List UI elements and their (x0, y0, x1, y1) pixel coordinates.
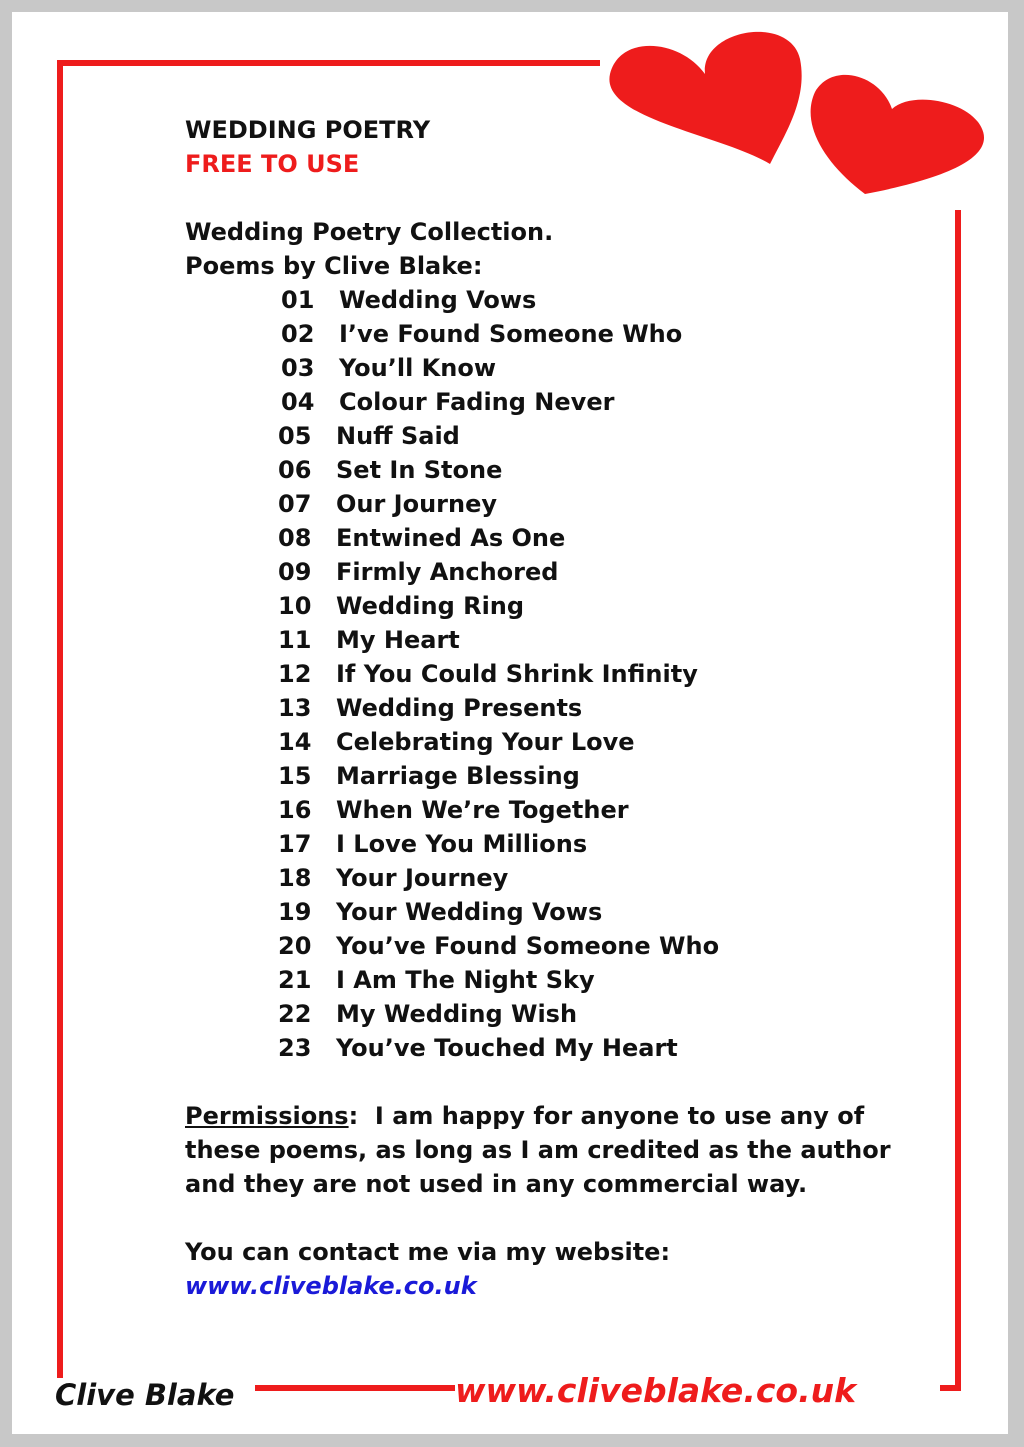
poem-number: 21 (278, 966, 312, 994)
poem-number: 20 (278, 932, 312, 960)
poem-list-item (185, 589, 905, 623)
footer-website-url[interactable]: www.cliveblake.co.uk (455, 1371, 857, 1410)
poem-number: 14 (278, 728, 312, 756)
poem-title: Wedding Vows (339, 286, 537, 314)
poem-title: Colour Fading Never (339, 388, 615, 416)
poem-title: Your Wedding Vows (336, 898, 603, 926)
poem-list-item (185, 725, 905, 759)
poem-list-item (185, 419, 905, 453)
poem-title: Our Journey (336, 490, 498, 518)
poem-number: 23 (278, 1034, 312, 1062)
poem-list-item (185, 657, 905, 691)
poem-list-item (185, 793, 905, 827)
poem-title: You’ve Found Someone Who (336, 932, 720, 960)
poem-list-item (185, 759, 905, 793)
poem-title: I Love You Millions (336, 830, 588, 858)
poem-number: 10 (278, 592, 312, 620)
permissions-separator: : (348, 1102, 359, 1130)
poem-title: Marriage Blessing (336, 762, 580, 790)
poem-title: Nuff Said (336, 422, 460, 450)
poem-list-item (185, 895, 905, 929)
permissions-label: Permissions (185, 1102, 349, 1130)
poem-title: My Heart (336, 626, 460, 654)
poem-number: 04 (281, 388, 315, 416)
permissions-text: I am happy for anyone to use any of these poems, as long as I am credited as the author and they are not used in any commercial way. (185, 1102, 891, 1198)
poem-list-item (185, 861, 905, 895)
poem-list-item (185, 691, 905, 725)
poem-title: My Wedding Wish (336, 1000, 578, 1028)
page-subtitle: FREE TO USE (185, 150, 360, 178)
poem-list-item (185, 317, 905, 351)
poem-number: 02 (281, 320, 315, 348)
contact-text: You can contact me via my website: (185, 1238, 671, 1266)
poem-list-item (185, 827, 905, 861)
poem-number: 13 (278, 694, 312, 722)
poem-number: 16 (278, 796, 312, 824)
poem-number: 09 (278, 558, 312, 586)
poem-number: 06 (278, 456, 312, 484)
poem-title: I’ve Found Someone Who (339, 320, 683, 348)
poem-title: When We’re Together (336, 796, 629, 824)
poem-number: 19 (278, 898, 312, 926)
poem-number: 17 (278, 830, 312, 858)
poem-title: You’ve Touched My Heart (336, 1034, 678, 1062)
poem-list-item (185, 385, 905, 419)
footer-author-name: Clive Blake (55, 1378, 235, 1412)
poem-number: 05 (278, 422, 312, 450)
poem-list-item (185, 521, 905, 555)
poem-number: 08 (278, 524, 312, 552)
poem-list-item (185, 623, 905, 657)
poem-list-item (185, 283, 905, 317)
poem-title: Set In Stone (336, 456, 503, 484)
poem-number: 01 (281, 286, 315, 314)
website-link[interactable]: www.cliveblake.co.uk (185, 1272, 477, 1300)
page-title: WEDDING POETRY (185, 116, 431, 144)
poem-number: 15 (278, 762, 312, 790)
frame-bottom-line (255, 1385, 455, 1391)
poem-title: Celebrating Your Love (336, 728, 635, 756)
poem-list-item (185, 1031, 905, 1065)
poem-number: 12 (278, 660, 312, 688)
poem-title: If You Could Shrink Infinity (336, 660, 698, 688)
poem-title: I Am The Night Sky (336, 966, 595, 994)
poem-title: Your Journey (336, 864, 509, 892)
poem-number: 07 (278, 490, 312, 518)
poem-list-item (185, 453, 905, 487)
poem-title: Entwined As One (336, 524, 566, 552)
poem-list-item (185, 997, 905, 1031)
poem-list-item (185, 929, 905, 963)
frame-top-line (57, 60, 600, 66)
poem-number: 03 (281, 354, 315, 382)
poem-list (185, 283, 905, 1065)
poem-title: Wedding Presents (336, 694, 583, 722)
frame-left-line (57, 60, 63, 1378)
poem-number: 18 (278, 864, 312, 892)
poem-list-item (185, 351, 905, 385)
poem-title: You’ll Know (339, 354, 497, 382)
frame-bottom-right-stub (940, 1385, 961, 1391)
collection-heading: Wedding Poetry Collection. (185, 218, 554, 246)
poem-number: 11 (278, 626, 312, 654)
poem-title: Firmly Anchored (336, 558, 559, 586)
poem-title: Wedding Ring (336, 592, 525, 620)
poem-list-item (185, 963, 905, 997)
poem-number: 22 (278, 1000, 312, 1028)
poem-list-item (185, 487, 905, 521)
poem-list-item (185, 555, 905, 589)
frame-right-line (955, 210, 961, 1390)
permissions-paragraph (185, 1099, 905, 1201)
author-line: Poems by Clive Blake: (185, 252, 483, 280)
poetry-content (185, 113, 905, 1303)
